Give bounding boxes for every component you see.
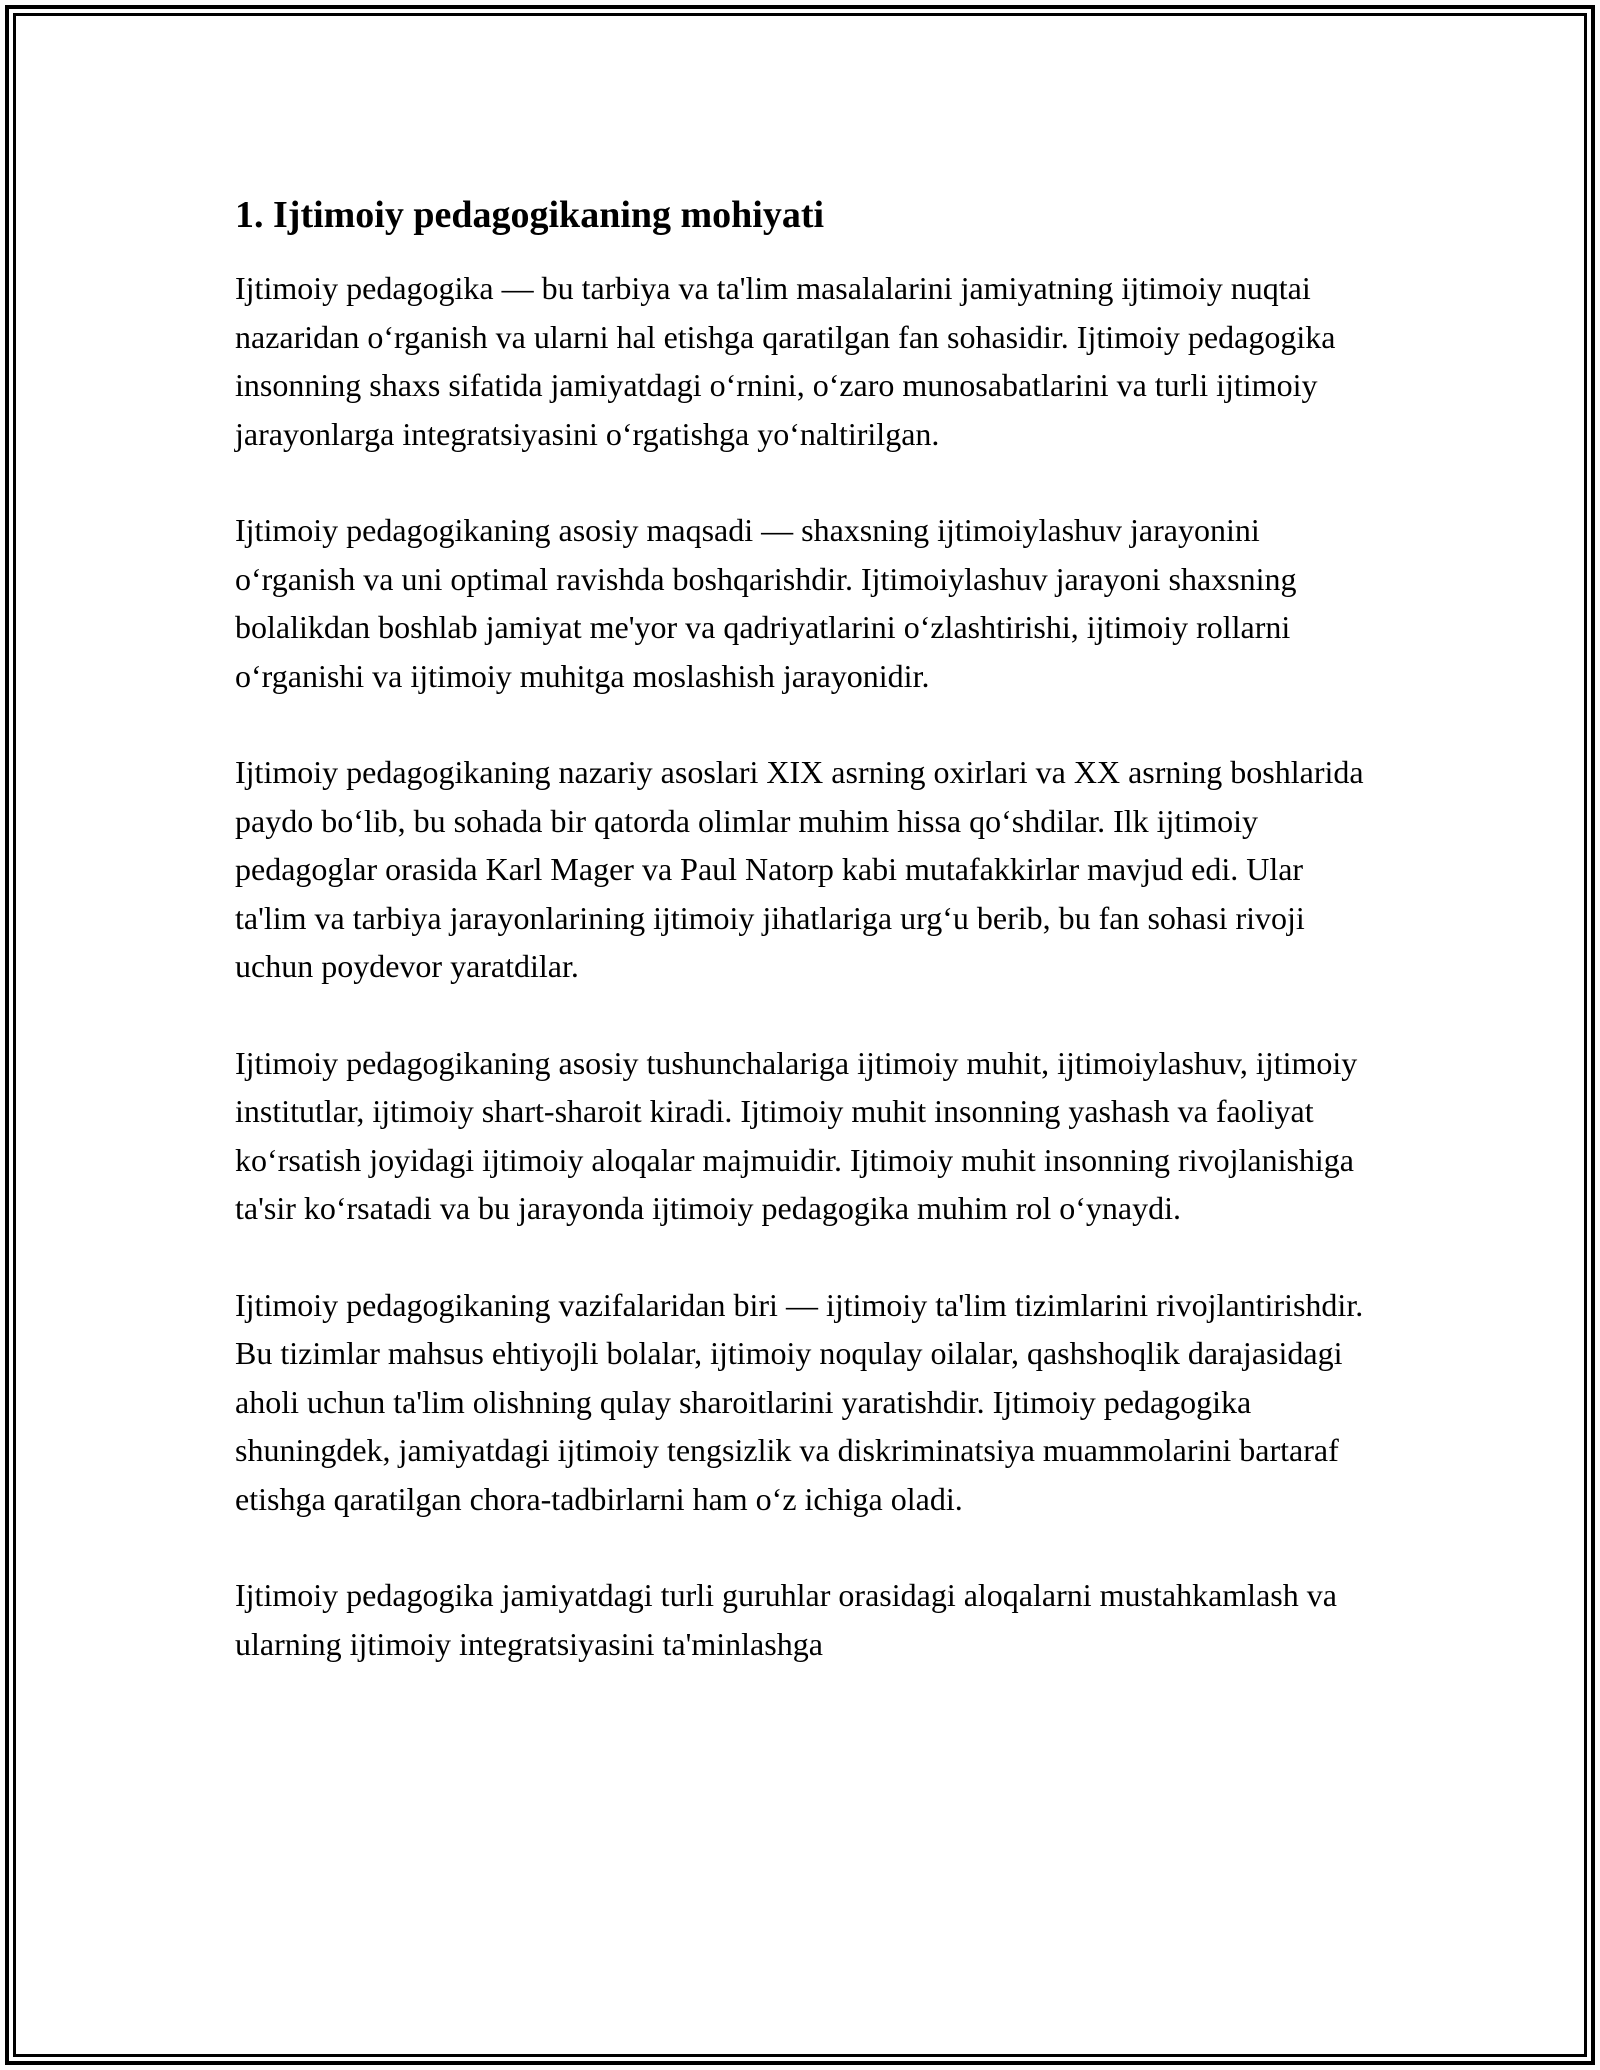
paragraph-1: Ijtimoiy pedagogika — bu tarbiya va ta'lim masalalarini jamiyatning ijtimoiy nuqtai nazaridan o‘rganish va ularni hal etishga qaratilgan fan sohasidir. Ijtimoiy pedagogika insonning shaxs sifatida jamiyatdagi o‘rnini, o‘zaro munosabatlarini va turli ijtimoiy jarayonlarga integratsiyasini o‘rgatishga yo‘naltirilgan. bbox=[235, 270, 1336, 452]
document-body bbox=[235, 190, 1375, 1716]
paragraph-2: Ijtimoiy pedagogikaning asosiy maqsadi — shaxsning ijtimoiylashuv jarayonini o‘rganish va uni optimal ravishda boshqarishdir. Ijtimoiylashuv jarayoni shaxsning bolalikdan boshlab jamiyat me'yor va qadriyatlarini o‘zlashtirishi, ijtimoiy rollarni o‘rganishi va ijtimoiy muhitga moslashish jarayonidir. bbox=[235, 512, 1297, 694]
paragraph-4: Ijtimoiy pedagogikaning asosiy tushunchalariga ijtimoiy muhit, ijtimoiylashuv, ijtimoiy institutlar, ijtimoiy shart-sharoit kiradi. Ijtimoiy muhit insonning yashash va faoliyat ko‘rsatish joyidagi ijtimoiy aloqalar majmuidir. Ijtimoiy muhit insonning rivojlanishiga ta'sir ko‘rsatadi va bu jarayonda ijtimoiy pedagogika muhim rol o‘ynaydi. bbox=[235, 1044, 1358, 1226]
paragraph-3: Ijtimoiy pedagogikaning nazariy asoslari XIX asrning oxirlari va XX asrning boshlarida paydo bo‘lib, bu sohada bir qatorda olimlar muhim hissa qo‘shdilar. Ilk ijtimoiy pedagoglar orasida Karl Mager va Paul Natorp kabi mutafakkirlar mavjud edi. Ular ta'lim va tarbiya jarayonlarining ijtimoiy jihatlariga urg‘u berib, bu fan sohasi rivoji uchun poydevor yaratdilar. bbox=[235, 754, 1364, 984]
paragraph-6: Ijtimoiy pedagogika jamiyatdagi turli guruhlar orasidagi aloqalarni mustahkamlash va ularning ijtimoiy integratsiyasini ta'minlashga bbox=[235, 1577, 1337, 1662]
section-heading: 1. Ijtimoiy pedagogikaning mohiyati bbox=[235, 194, 825, 236]
paragraph-5: Ijtimoiy pedagogikaning vazifalaridan biri — ijtimoiy ta'lim tizimlarini rivojlantirishdir. Bu tizimlar mahsus ehtiyojli bolalar, ijtimoiy noqulay oilalar, qashshoqlik darajasidagi aholi uchun ta'lim olishning qulay sharoitlarini yaratishdir. Ijtimoiy pedagogika shuningdek, jamiyatdagi ijtimoiy tengsizlik va diskriminatsiya muammolarini bartaraf etishga qaratilgan chora-tadbirlarni ham o‘z ichiga oladi. bbox=[235, 1286, 1364, 1517]
